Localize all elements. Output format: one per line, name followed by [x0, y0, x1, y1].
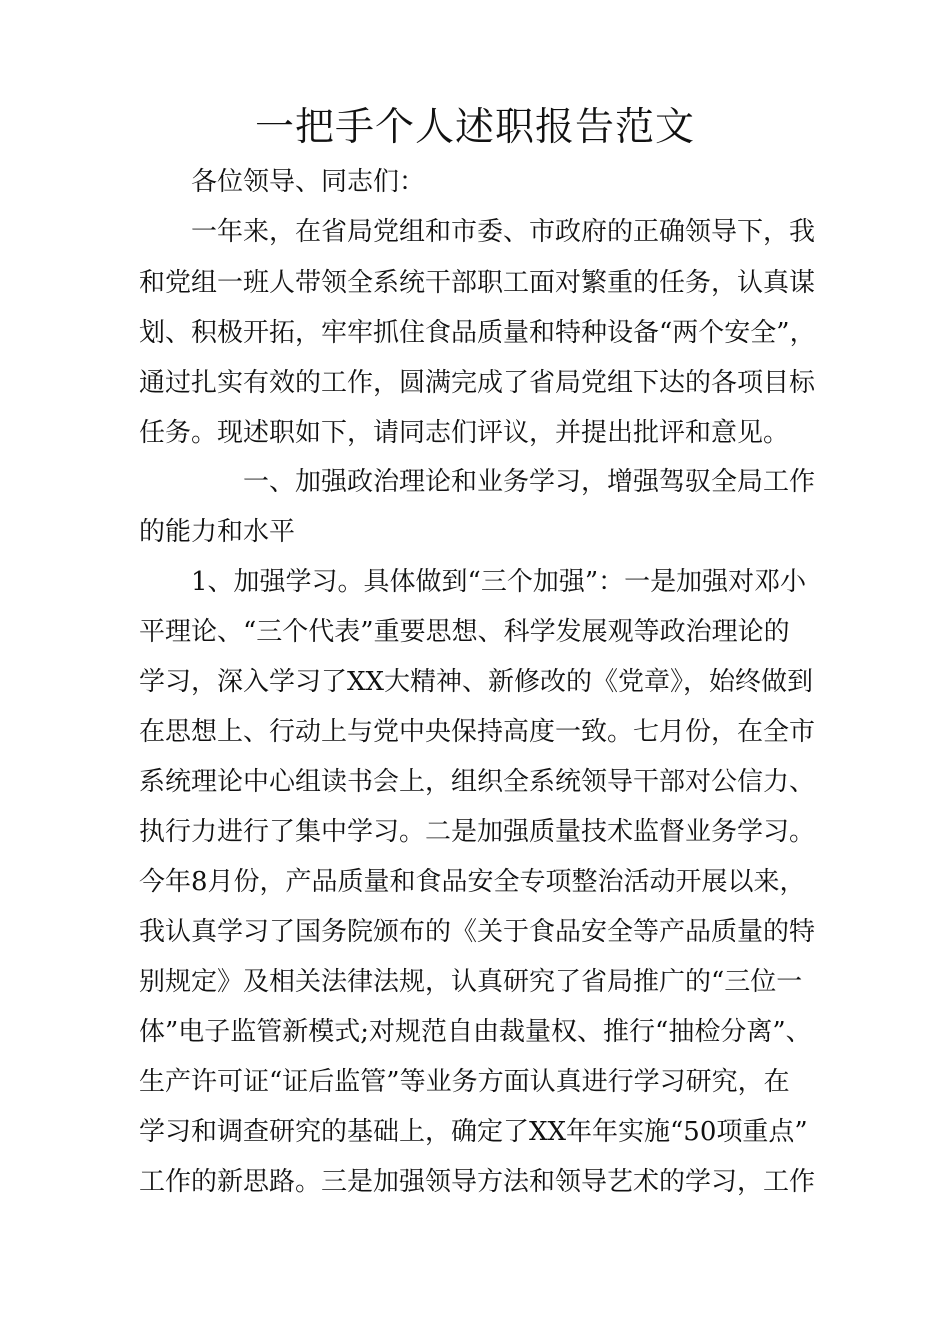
- paragraph-line: 工作的新思路。三是加强领导方法和领导艺术的学习，工作: [139, 1167, 816, 1197]
- paragraph-line: 学习，深入学习了XX大精神、新修改的《党章》，始终做到: [139, 667, 814, 697]
- paragraph-line: 我认真学习了国务院颁布的《关于食品安全等产品质量的特: [139, 917, 816, 947]
- paragraph-line: 1、加强学习。具体做到“三个加强”：一是加强对邓小: [191, 567, 807, 597]
- section-heading: 一、加强政治理论和业务学习，增强驾驭全局工作: [243, 467, 816, 497]
- paragraph-line: 划、积极开拓，牢牢抓住食品质量和特种设备“两个安全”，: [139, 318, 816, 348]
- section-heading: 的能力和水平: [139, 517, 296, 547]
- paragraph-line: 执行力进行了集中学习。二是加强质量技术监督业务学习。: [139, 817, 816, 847]
- paragraph-line: 今年8月份，产品质量和食品安全专项整治活动开展以来，: [139, 867, 806, 897]
- paragraph-line: 通过扎实有效的工作，圆满完成了省局党组下达的各项目标: [139, 368, 816, 398]
- paragraph-line: 别规定》及相关法律法规，认真研究了省局推广的“三位一: [139, 967, 803, 997]
- paragraph-line: 在思想上、行动上与党中央保持高度一致。七月份，在全市: [139, 717, 816, 747]
- salutation: 各位领导、同志们：: [191, 167, 426, 197]
- paragraph-line: 平理论、“三个代表”重要思想、科学发展观等政治理论的: [139, 617, 790, 647]
- paragraph-line: 一年来，在省局党组和市委、市政府的正确领导下，我: [191, 217, 816, 247]
- paragraph-line: 生产许可证“证后监管”等业务方面认真进行学习研究，在: [139, 1067, 790, 1097]
- document-title: 一把手个人述职报告范文: [254, 105, 695, 150]
- paragraph-line: 系统理论中心组读书会上，组织全系统领导干部对公信力、: [139, 767, 816, 797]
- paragraph-line: 任务。现述职如下，请同志们评议，并提出批评和意见。: [139, 418, 790, 448]
- paragraph-line: 学习和调查研究的基础上，确定了XX年年实施“50项重点”: [139, 1117, 808, 1147]
- paragraph-line: 体”电子监管新模式;对规范自由裁量权、推行“抽检分离”、: [139, 1017, 812, 1047]
- paragraph-line: 和党组一班人带领全系统干部职工面对繁重的任务，认真谋: [139, 268, 816, 298]
